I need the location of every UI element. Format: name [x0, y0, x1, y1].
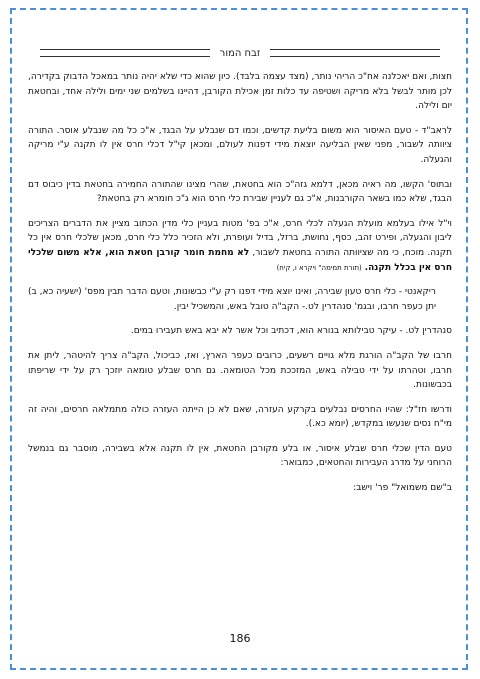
header-rule-left: [40, 49, 210, 57]
paragraph-4-text: וי"ל אילו בעלמא מועלת הגעלה לכלי חרס, א"כ בפ' מטות בעניין כלי מדין הכתוב מציין את הדברים הצריכים ליבון והגעלה, ופירט זהב, כסף, נחושת, ברזל, בדיל ועופרת, ולא הזכיר כלל כלי חרס, מכאן שלכלי חרס אין כל תקנה. מוכח, כי מה שציוותה התורה בחטאת לשבור,: [28, 218, 453, 258]
page-content: [28, 70, 452, 506]
paragraph-1: חצות, ואם יאכלנה אח"כ הריהי נותר, (מצד עצמה בלבד). כיון שהוא כדי שלא יהיה נותר במאכל הדבוק בקדירה, לכן מותר לבשל בלא מריקה ושטיפה עד כלות זמן אכילת הקורבן, דהיינו בשלמים שני ימים ולילה אחד, ובחטאת יום ולילה.: [28, 72, 452, 112]
paragraph-10: ב"שם משמואל" פר' וישב:: [353, 483, 452, 494]
paragraph-5: ריקאנטי - כלי חרס טעון שבירה, ואינו יוצא מידי דפנו רק ע"י כבשונות, וטעם הדבר תבין מפס' (ישעיה כא, ב) יתן כעפר חרבו, ובגמ' סנהדרין לט.- הקב"ה טובל באש, והמשכיל יבין.: [28, 287, 436, 312]
page-number: 186: [229, 632, 251, 645]
paragraph-7: חרבו של הקב"ה הורגת מלא גויים רשעים, כרובים כעפר הארץ, ואז, כביכול, הקב"ה צריך להיטהר, ליתן את חרבו, וטהרתו על ידי טבילה באש, המזככת מכל הטומאה. גם חרס שבלע טומאה יוזכך רק על ידי שריפתו בכבשונות.: [28, 350, 452, 391]
page-header: [40, 42, 440, 64]
header-rule-right: [270, 49, 440, 57]
bold-clause: לא מחמת חומר קורבן חטאת הוא, אלא משום שלכלי חרס אין בכלל תקנה.: [28, 247, 452, 273]
paragraph-3: ובתוס' הקשו, מה ראיה מכאן, דלמא גזה"כ הוא בחטאת, שהרי מצינו שהתורה החמירה בחטאת בדין כיבוס דם הבגד, שלא כמו בשאר הקורבנות, א"כ גם לעניין שבירת כלי חרס הוא ג"כ חומרא רק בחטאת?: [28, 179, 452, 205]
paragraph-9: טעם הדין שכלי חרס שבלע איסור, או בלע מקורבן החטאת, אין לו תקנה אלא בשבירה, מוסבר גם בנמשל הרוחני על מדרג העבירות והחטאים, כמבואר:: [28, 443, 452, 469]
source-reference: (תורת תמימה" ויקרא ו, קיח): [276, 263, 362, 272]
book-title: זבח המור: [219, 47, 261, 59]
paragraph-4: [28, 217, 452, 275]
paragraph-2: לראב"ד - טעם האיסור הוא משום בליעת קדשים, וכמו דם שנבלע על הבגד, א"כ כל מה שנבלע אוסר. התורה ציוותה לשבור, מפני שאין הבליעה יוצאת מידי דפנות לעולם, ומכאן קי"ל דכלי חרס אין לו תקנה ע"י מריקה והגעלה.: [28, 125, 452, 165]
paragraph-6: סנהדרין לט. - עיקר טבילותא בנורא הוא, דכתיב וכל אשר לא יבא באש תעבירו במים.: [130, 326, 452, 337]
paragraph-8: ודרשו חז"ל: שהיו החרסים נבלעים בקרקע העזרה, שאם לא כן הייתה העזרה כולה מתמלאה חרסים, והיה זה מי"ח נסים שנעשו במקדש, (יומא כא.).: [28, 404, 452, 430]
